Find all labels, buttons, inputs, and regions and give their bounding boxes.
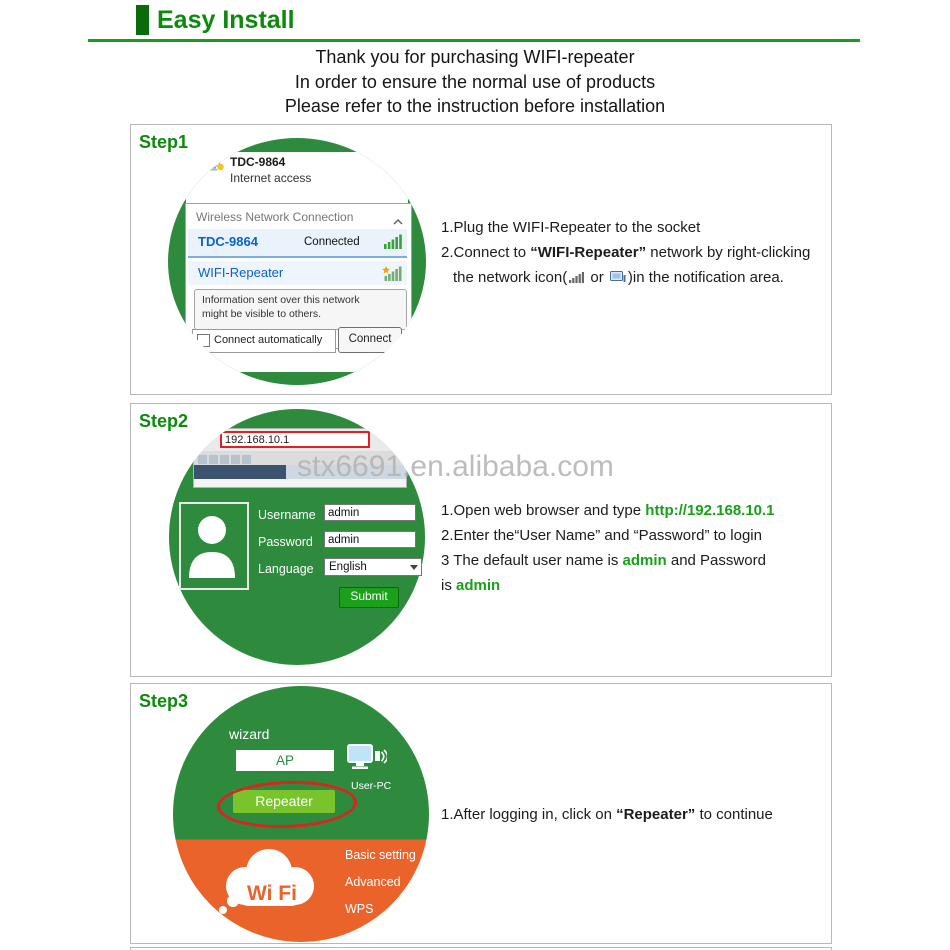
text-segment-bold: “Repeater” xyxy=(616,806,696,823)
tooltip-line-2: might be visible to others. xyxy=(202,308,322,320)
password-label: Password xyxy=(258,535,313,549)
step3-label: Step3 xyxy=(139,691,189,711)
computer-tray-icon xyxy=(206,156,224,176)
step2-panel xyxy=(130,403,832,677)
tooltip-line-1: Information sent over this network xyxy=(202,294,360,306)
browser-tab[interactable] xyxy=(194,465,286,479)
browser-toolbar xyxy=(194,429,406,451)
browser-icon xyxy=(209,455,218,464)
step2-instruction-3 xyxy=(441,548,833,573)
watermark-text: stx6691.en.alibaba.com xyxy=(297,450,614,483)
step2-instruction-1 xyxy=(441,498,833,523)
network-pc-icon xyxy=(610,266,626,291)
browser-nav-icon xyxy=(198,434,207,443)
step1-instruction-3 xyxy=(441,265,833,290)
intro-line-1: Thank you for purchasing WIFI-repeater xyxy=(315,47,635,67)
tray-network-status: Internet access xyxy=(230,171,312,185)
default-username: admin xyxy=(622,552,667,569)
network-row-connected[interactable] xyxy=(188,229,407,258)
default-password: admin xyxy=(456,577,501,594)
network-status: Connected xyxy=(304,236,360,248)
step3-instruction-1 xyxy=(441,802,833,827)
repeater-button[interactable]: Repeater xyxy=(233,790,335,813)
text-segment: is xyxy=(441,577,456,594)
wifi-logo-text: Wi Fi xyxy=(247,882,297,905)
language-select[interactable] xyxy=(324,558,422,576)
page-title: Easy Install xyxy=(157,6,295,34)
wifi-logo xyxy=(211,842,331,927)
password-input[interactable] xyxy=(324,531,416,548)
text-segment-bold: “WIFI-Repeater” xyxy=(530,244,647,261)
text-segment: or xyxy=(586,269,608,286)
language-value: English xyxy=(329,561,367,573)
step3-panel xyxy=(130,683,832,944)
chevron-up-icon[interactable] xyxy=(393,212,403,230)
network-row-repeater[interactable] xyxy=(188,261,407,285)
browser-icon xyxy=(231,455,240,464)
step1-instruction-1 xyxy=(441,215,833,240)
text-segment: 1.Open web browser and type xyxy=(441,502,646,519)
step1-instruction-2 xyxy=(441,240,833,265)
browser-icon xyxy=(220,455,229,464)
text-segment: 2.Enter the“User Name” and “Password” to login xyxy=(441,527,762,544)
step2-label: Step2 xyxy=(139,411,189,431)
intro-text xyxy=(0,45,950,119)
step2-instruction-4 xyxy=(441,573,833,598)
wireless-network-panel xyxy=(185,203,412,349)
browser-icon xyxy=(198,455,207,464)
wizard-title: wizard xyxy=(229,726,270,742)
tray-network-name: TDC-9864 xyxy=(230,155,286,169)
menu-advanced[interactable]: Advanced xyxy=(345,875,401,889)
text-segment: 2.Connect to xyxy=(441,244,531,261)
step1-panel xyxy=(130,124,832,395)
highlight-ellipse xyxy=(216,779,358,831)
router-url: http://192.168.10.1 xyxy=(645,502,775,519)
text-segment: to continue xyxy=(695,806,773,823)
step2-instruction-2 xyxy=(441,523,833,548)
wireless-panel-title: Wireless Network Connection xyxy=(196,210,354,224)
text-segment: and Password xyxy=(666,552,766,569)
username-label: Username xyxy=(258,508,316,522)
text-segment: the network icon( xyxy=(453,269,568,286)
dropdown-arrow-icon xyxy=(410,565,418,570)
connect-button[interactable]: Connect xyxy=(338,327,402,353)
signal-strength-icon xyxy=(384,234,402,254)
text-segment: 1.Plug the WIFI-Repeater to the socket xyxy=(441,219,701,236)
network-name: WIFI-Repeater xyxy=(198,265,284,280)
network-name: TDC-9864 xyxy=(198,234,258,249)
title-accent-bar xyxy=(136,5,149,35)
user-pc-icon xyxy=(347,744,387,781)
text-segment: 3 The default user name is xyxy=(441,552,623,569)
language-label: Language xyxy=(258,562,314,576)
text-segment: 1.After logging in, click on xyxy=(441,806,617,823)
menu-wps[interactable]: WPS xyxy=(345,902,374,916)
browser-address-bar[interactable] xyxy=(220,431,370,448)
user-avatar xyxy=(179,502,249,590)
menu-basic-setting[interactable]: Basic setting xyxy=(345,848,416,862)
step3-instructions xyxy=(441,802,833,827)
submit-button[interactable]: Submit xyxy=(339,587,399,608)
text-segment: network by right-clicking xyxy=(646,244,811,261)
connect-automatically-group xyxy=(192,329,336,353)
browser-icon xyxy=(242,455,251,464)
step1-instructions xyxy=(441,215,833,290)
network-tooltip xyxy=(194,289,407,330)
step1-screenshot-circle xyxy=(168,138,426,385)
step1-label: Step1 xyxy=(139,132,189,152)
step2-instructions xyxy=(441,498,833,598)
intro-line-3: Please refer to the instruction before installation xyxy=(284,96,666,116)
signal-bars-icon xyxy=(569,266,584,291)
intro-line-2: In order to ensure the normal use of products xyxy=(294,71,656,92)
connect-automatically-checkbox[interactable] xyxy=(197,334,210,347)
browser-go-icon xyxy=(393,436,402,445)
text-segment: )in the notification area. xyxy=(627,269,784,286)
step3-screenshot-circle xyxy=(173,686,429,942)
title-underline xyxy=(88,39,860,42)
signal-new-network-icon xyxy=(382,266,402,286)
connect-automatically-label: Connect automatically xyxy=(214,334,323,346)
ap-button[interactable]: AP xyxy=(236,750,334,771)
username-input[interactable] xyxy=(324,504,416,521)
user-pc-label: User-PC xyxy=(351,780,392,792)
